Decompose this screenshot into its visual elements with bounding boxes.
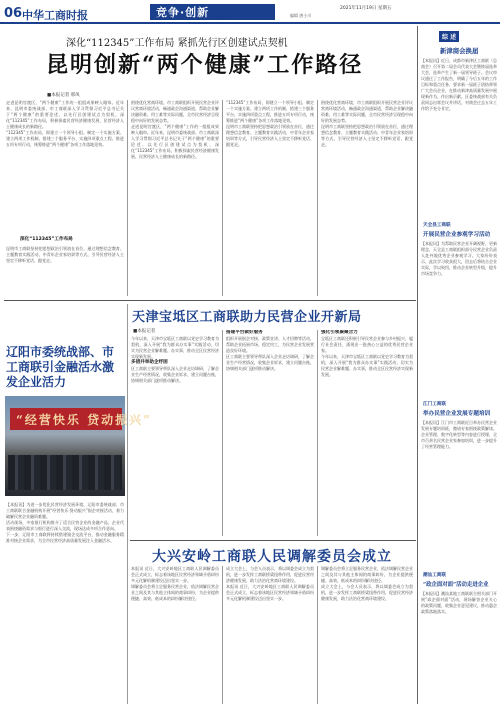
tianjin-text-col-2	[226, 330, 314, 536]
lead-headline: 昆明创新“两个健康”工作路径	[46, 52, 364, 78]
daxing-headline: 大兴安岭工商联人民调解委员会成立	[152, 549, 392, 565]
column-rule	[317, 100, 318, 296]
lead-paragraph: 昆明市工商联坚持把思想政治引领放在首位，通过理想信念教育、主题教育实践活动、中青年企业家培训等方式，引导民营经济人士坚定不移听党话、跟党走。	[226, 124, 314, 147]
lead-text-col-2	[131, 100, 219, 296]
column-rule	[317, 330, 318, 536]
lead-subhead: 深化“112345”工作布局	[20, 237, 73, 242]
section-divider	[4, 300, 416, 301]
lead-paragraph: 昆明市工商联坚持把思想政治引领放在首位，通过理想信念教育、主题教育实践活动、中青年企业家培训等方式，引导民营经济人士坚定不移听党话、跟党走。	[321, 124, 413, 147]
daxing-text-col-3	[321, 566, 413, 704]
daxing-text-col-2	[226, 566, 314, 704]
lead-byline: ■本报记者 邢凤	[47, 93, 80, 98]
header-rule	[0, 22, 500, 24]
lead-text-col-4	[321, 100, 413, 296]
editor-credit: 编辑 唐小川	[290, 13, 312, 18]
liaoyang-paragraph: 【本报讯】为进一步优化民营经济发展环境，辽阳市委统战部、市工商联联合金融机构开展“经营快乐·贷动振兴”银企对接活动，着力破解民营企业融资难题。	[6, 502, 124, 519]
lead-text-col-1	[6, 100, 124, 228]
right-headline: 举办民营企业发展专题培训	[423, 411, 491, 417]
right-text: 【本报讯】江门市工商联近日举办民营企业发展专题培训班，邀请专家围绕政策解读、企业管理、数字化转型等内容进行授课，全市百余名民营企业家参加培训，进一步提升了经营管理能力。	[421, 420, 497, 449]
right-column-rule	[417, 26, 418, 704]
liaoyang-paragraph: 活动现场，多家银行机构推介了适合民营企业的金融产品，企业代表围绕融资需求与银行进行深入交流，现场达成多项合作意向。	[6, 520, 124, 531]
lead-paragraph: “112345”工作布局，即建立一个领导小组、制定一个实施方案、建立两项工作机制、搭建三个服务平台、实施四项重点工程、推进五项专项行动，统筹推进“两个健康”各项工作落地见效。	[226, 100, 314, 123]
daxing-paragraph: 成立大会上，与会人员表示，将以调委会成立为契机，进一步发挥工商联桥梁纽带作用，促进民营经济健康发展，助力法治化营商环境建设。	[226, 566, 314, 583]
liaoyang-headline: 辽阳市委统战部、市工商联引金融活水激发企业活力	[6, 345, 115, 389]
column-rule	[317, 566, 318, 704]
lead-subtitle: 深化“112345”工作布局 紧抓先行区创建试点契机	[66, 38, 288, 49]
tianjin-headline: 天津宝坻区工商联助力民营企业开新局	[132, 310, 362, 325]
liaoyang-paragraph: 下一步，辽阳市工商联将持续搭建银企交流平台，推动金融服务精准对接企业需求，为全市民营经济高质量发展注入金融活水。	[6, 532, 124, 543]
right-kicker: 江门工商联	[423, 402, 446, 407]
tianjin-paragraph: 今年以来，天津市宝坻区工商联以党史学习教育为契机，深入开展“我为群众办实事”实践活动，切实为民营企业解难题、办实事，推动全区民营经济实现新发展。	[321, 354, 413, 377]
daxing-text-col-1	[131, 566, 219, 704]
tianjin-subhead: 搭建平台做好服务	[226, 330, 263, 335]
tianjin-subhead: 多措并举助企纾困	[131, 360, 168, 365]
tianjin-byline: ■本报记者	[133, 329, 156, 334]
column-rule	[127, 304, 128, 704]
paper-name: 中华工商时报	[22, 9, 88, 22]
tianjin-text-col-1	[131, 336, 219, 536]
right-kicker: 天全县工商联	[423, 223, 451, 228]
tianjin-paragraph: 区工商联主要领导带队深入企业走访调研，了解企业生产经营情况，收集企业诉求，建立问题台账，协调相关部门逐项推动解决。	[226, 354, 314, 371]
issue-date: 2021年11月19日 星期五	[340, 6, 392, 11]
page-number: 06	[4, 6, 23, 21]
column-rule	[222, 100, 223, 296]
lead-paragraph: 围绕优化营商环境，市工商联组织开展民营企业评议营商环境活动，畅通政企沟通渠道，帮助企业解决融资难、用工难等实际问题，全市民营经济呈现稳中向好的发展态势。	[321, 100, 413, 123]
column-rule	[127, 100, 128, 296]
daxing-paragraph: 本报讯 近日，大兴安岭地区工商联人民调解委员会正式成立，标志着该地区民营经济领域矛盾纠纷多元化解机制建设迈出坚实一步。	[131, 566, 219, 583]
lead-paragraph: 走进昆明官渡区，“两个健康”工作的一组组成果映入眼帘。近年来，昆明市委统战部、市工商联深入学习贯彻习近平总书记关于“两个健康”的重要论述，以先行区创建试点为契机，深化“112345”工作布局，积极探索民营经济健康发展、民营经济人士健康成长的新路径。	[131, 124, 219, 159]
daxing-paragraph: 成立大会上，与会人员表示，将以调委会成立为契机，进一步发挥工商联桥梁纽带作用，促进民营经济健康发展，助力法治化营商环境建设。	[321, 584, 413, 601]
tianjin-paragraph: 区工商联主要领导带队深入企业走访调研，了解企业生产经营情况，收集企业诉求，建立问题台账，协调相关部门逐项推动解决。	[131, 366, 219, 383]
tianjin-subhead: 强化引领凝聚合力	[321, 330, 358, 335]
column-rule	[222, 566, 223, 704]
section-divider	[130, 540, 416, 541]
lead-paragraph: 围绕优化营商环境，市工商联组织开展民营企业评议营商环境活动，畅通政企沟通渠道，帮助企业解决融资难、用工难等实际问题，全市民营经济呈现稳中向好的发展态势。	[131, 100, 219, 123]
daxing-paragraph: 调解委员会将立足服务民营企业，依法调解民营企业之间及其与其他主体间的商事纠纷，为企业提供便捷、高效、低成本的纠纷解决途径。	[321, 566, 413, 583]
right-headline: 开展民营企业参观学习活动	[423, 232, 491, 238]
daxing-paragraph: 本报讯 近日，大兴安岭地区工商联人民调解委员会正式成立，标志着该地区民营经济领域矛盾纠纷多元化解机制建设迈出坚实一步。	[226, 584, 314, 601]
lead-text-col-1b	[6, 246, 124, 294]
section-title: 竞争·创新	[156, 6, 210, 19]
tianjin-text-col-3	[321, 330, 413, 536]
tianjin-paragraph: 今年以来，天津市宝坻区工商联以党史学习教育为契机，深入开展“我为群众办实事”实践活动，切实为民营企业解难题、办实事，推动全区民营经济实现新发展。	[131, 336, 219, 359]
column-rule	[222, 330, 223, 536]
right-kicker: 潮汕工商联	[423, 573, 446, 578]
photo-banner-text: “经营快乐 贷动振兴”	[16, 413, 152, 427]
daxing-paragraph: 调解委员会将立足服务民营企业，依法调解民营企业之间及其与其他主体间的商事纠纷，为企业提供便捷、高效、低成本的纠纷解决途径。	[131, 584, 219, 601]
lead-text-col-3	[226, 100, 314, 296]
tianjin-paragraph: 组织开展银企对接、政策宣讲、人才招聘等活动，帮助企业拓展市场、稳定用工，为民营企业发展营造良好环境。	[226, 336, 314, 353]
tianjin-paragraph: 宝坻区工商联还积极引导民营企业参与乡村振兴，履行社会责任，涌现出一批热心公益的优秀民营企业家。	[321, 336, 413, 353]
news-roundup-label: 综 述	[439, 31, 459, 42]
right-headline: “政企面对面”活动走进企业	[423, 582, 489, 588]
right-text: 【本报讯】为帮助民营企业开阔视野、更新理念，天全县工商联组织部分民营企业负责人赴外地优秀企业参观学习。大家纷纷表示，此次学习收获很大，回去后将结合企业实际，学以致用，推动企业转型升级，提升市场竞争力。	[421, 241, 497, 276]
right-text: 【本报讯】潮汕某地工商联联合相关部门开展“政企面对面”活动，现场解答企业关心的政策问题，收集企业意见建议，推动惠企政策落地落实。	[421, 591, 497, 614]
section-english: COMPETITION · INNOVATION	[156, 17, 232, 22]
lead-paragraph: 走进昆明官渡区，“两个健康”工作的一组组成果映入眼帘。近年来，昆明市委统战部、市工商联深入学习贯彻习近平总书记关于“两个健康”的重要论述，以先行区创建试点为契机，深化“112345”工作布局，积极探索民营经济健康发展、民营经济人士健康成长的新路径。	[6, 100, 124, 129]
photo-crowd	[8, 455, 122, 490]
right-text: 【本报讯】近日，成都市新津区工商联（总商会）召开第二届会员代表大会暨换届选举大会，选举产生了新一届领导班子。会议审议通过了工作报告，明确了今后五年的工作目标和重点任务，要求新一届班子团结带领广大会员企业，在推动新津高质量发展中展现新作为、作出新贡献。区委统战部有关负责同志出席会议并讲话，对商会过去五年工作给予充分肯定。	[421, 58, 497, 111]
lead-paragraph: “112345”工作布局，即建立一个领导小组、制定一个实施方案、建立两项工作机制、搭建三个服务平台、实施四项重点工程、推进五项专项行动，统筹推进“两个健康”各项工作落地见效。	[6, 130, 124, 147]
right-headline: 新津商会换届	[440, 47, 479, 55]
liaoyang-text	[6, 502, 124, 702]
lead-paragraph: 昆明市工商联坚持把思想政治引领放在首位，通过理想信念教育、主题教育实践活动、中青年企业家培训等方式，引导民营经济人士坚定不移听党话、跟党走。	[6, 246, 124, 263]
